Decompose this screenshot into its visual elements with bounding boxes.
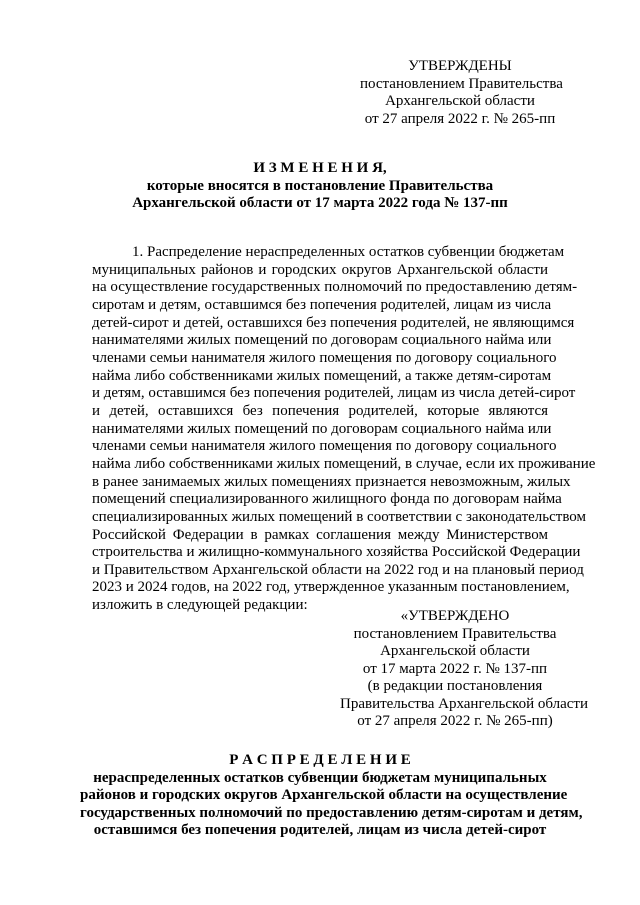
changes-title [90, 160, 550, 213]
paragraph-line: членами семьи нанимателя жилого помещения по договору социального [92, 438, 557, 455]
paragraph-line: в ранее занимаемых жилых помещениях признается невозможным, жилых [92, 473, 571, 490]
paragraph-line: и Правительством Архангельской области на 2022 год и на плановый период [92, 561, 584, 578]
paragraph-line: детей-сирот и детей, оставшихся без попечения родителей, не являющимся [92, 314, 575, 331]
paragraph-line: муниципальных районов и городских округов Архангельской области [92, 261, 548, 278]
paragraph-line: Российской Федерации в рамках соглашения между Министерством [92, 526, 548, 543]
paragraph-line: сиротам и детям, оставшимся без попечения родителей, лицам из числа [92, 296, 552, 313]
redaction-line: Правительства Архангельской области [340, 695, 589, 712]
approval-stamp [360, 58, 563, 128]
paragraph-line: найма либо собственниками жилых помещений, а также детям-сиротам [92, 367, 552, 384]
paragraph-line: найма либо собственниками жилых помещений, в случае, если их проживание [92, 455, 596, 472]
redaction-stamp [340, 608, 589, 731]
redaction-line: от 27 апреля 2022 г. № 265-пп) [357, 713, 553, 729]
redaction-line: от 17 марта 2022 г. № 137-пп [362, 660, 548, 677]
paragraph-line: и детям, оставшимся без попечения родителей, лицам из числа детей-сирот [92, 385, 576, 402]
distribution-subtitle-line: государственных полномочий по предоставлению детям-сиротам и детям, [80, 804, 583, 821]
distribution-title [80, 752, 583, 840]
paragraph-line: членами семьи нанимателя жилого помещения по договору социального [92, 349, 557, 366]
approval-line: постановлением Правительства [360, 75, 563, 92]
distribution-heading: Р А С П Р Е Д Е Л Е Н И Е [229, 752, 411, 768]
distribution-subtitle-line: районов и городских округов Архангельской области на осуществление [80, 787, 568, 803]
changes-subtitle-line: которые вносятся в постановление Правительства [146, 177, 494, 194]
paragraph-line: строительства и жилищно-коммунального хозяйства Российской Федерации [92, 544, 581, 561]
approval-line: от 27 апреля 2022 г. № 265-пп [364, 110, 556, 127]
paragraph-line: изложить в следующей редакции: [92, 597, 308, 614]
distribution-subtitle-line: оставшимся без попечения родителей, лицам из числа детей-сирот [93, 822, 547, 838]
changes-heading: И З М Е Н Е Н И Я, [253, 160, 387, 176]
approval-line: Архангельской области [385, 93, 535, 109]
paragraph-line: специализированных жилых помещений в соответствии с законодательством [92, 508, 587, 525]
redaction-line: «УТВЕРЖДЕНО [400, 608, 510, 624]
paragraph-1 [92, 244, 596, 615]
approval-line: УТВЕРЖДЕНЫ [408, 58, 512, 74]
redaction-line: (в редакции постановления [367, 678, 543, 694]
redaction-line: постановлением Правительства [353, 625, 557, 642]
paragraph-line: и детей, оставшихся без попечения родителей, которые являются [92, 402, 548, 419]
paragraph-line: 2023 и 2024 годов, на 2022 год, утвержденное указанным постановлением, [92, 579, 570, 596]
distribution-subtitle-line: нераспределенных остатков субвенции бюджетам муниципальных [93, 769, 547, 786]
paragraph-line: 1. Распределение нераспределенных остатков субвенции бюджетам [132, 244, 565, 260]
redaction-line: Архангельской области [380, 643, 530, 659]
paragraph-line: помещений специализированного жилищного фонда по договорам найма [92, 491, 562, 508]
changes-subtitle-line: Архангельской области от 17 марта 2022 года № 137-пп [132, 195, 508, 211]
paragraph-line: нанимателями жилых помещений по договорам социального найма или [92, 420, 552, 437]
paragraph-line: нанимателями жилых помещений по договорам социального найма или [92, 332, 552, 349]
paragraph-line: на осуществление государственных полномочий по предоставлению детям- [92, 279, 578, 296]
